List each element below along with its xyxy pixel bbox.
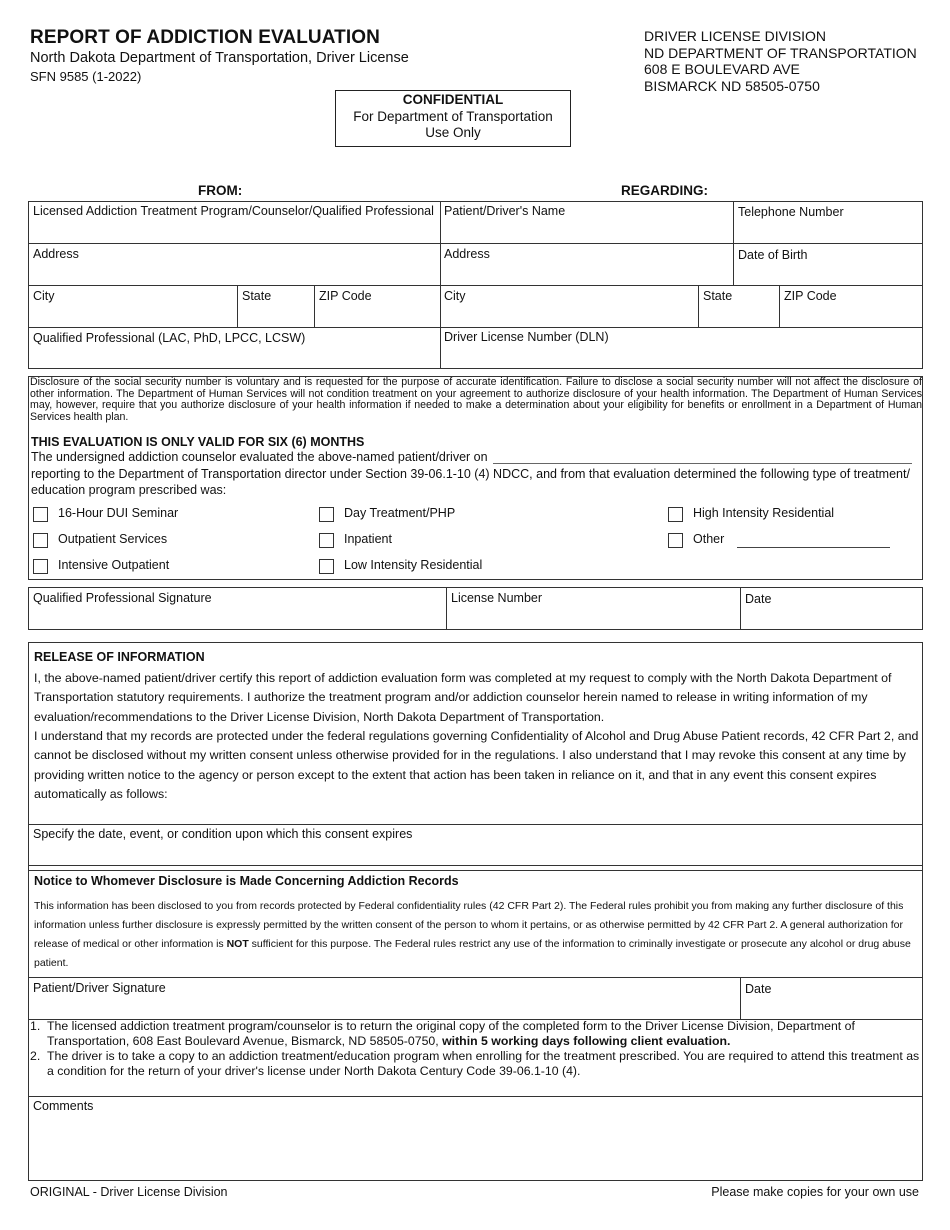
checkbox-label: Low Intensity Residential [344,558,483,572]
mailing-address [644,28,917,94]
dln-field[interactable]: Driver License Number (DLN) [444,330,609,344]
reporting-text: reporting to the Department of Transportation director under Section 39-06.1-10 (4) NDCC, and from that evaluation determined the following type of treatment/ education program prescribed was: [31,467,910,497]
release-heading: RELEASE OF INFORMATION [34,650,205,664]
divider [779,285,780,327]
divider [440,201,441,369]
divider [28,285,923,286]
intensive-outpatient-checkbox[interactable] [33,559,48,574]
checkbox-label: High Intensity Residential [693,506,835,520]
release-paragraph: I, the above-named patient/driver certify this report of addiction evaluation form was completed at my request to comply with the North Dakota Department of Transportation statutory requirements. I authorize the treatment program and/or addiction counselor herein named to release in writing information of my evaluation/recommendations to the Driver License Division, North Dakota Department of Transportation. [34,671,892,724]
other-checkbox[interactable] [668,533,683,548]
evaluated-text: The undersigned addiction counselor evaluated the above-named patient/driver on [31,450,488,464]
comments-field[interactable]: Comments [33,1099,94,1113]
divider [740,587,741,630]
dui-seminar-checkbox[interactable] [33,507,48,522]
low-intensity-residential-checkbox[interactable] [319,559,334,574]
instructions-list [30,1019,922,1079]
agency-name: North Dakota Department of Transportation, Driver License [30,50,409,66]
evaluation-date-line[interactable] [493,463,912,464]
patient-city-field[interactable]: City [444,289,466,303]
patient-zip-field[interactable]: ZIP Code [784,289,837,303]
confidential-box [335,90,571,147]
qp-date-field[interactable]: Date [745,592,772,606]
ssn-disclosure-text: Disclosure of the social security number is voluntary and is requested for the purpose of accurate identification. Failure to disclose a social security number will not affect the disclosure of other information. The Department of Human Services will not condition treatment on your agreement to authorize disclosure of your health information. The Department of Human Services may, however, require that you authorize disclosure of your health information if needed to make a determination about your eligibility for benefits or enrollment in a Department of Human Services health plan. [30,376,922,423]
checkbox-label: 16-Hour DUI Seminar [58,506,179,520]
patient-state-field[interactable]: State [703,289,733,303]
address-line: DRIVER LICENSE DIVISION [644,28,827,44]
regarding-heading: REGARDING: [621,183,708,198]
inpatient-checkbox[interactable] [319,533,334,548]
other-specify-line[interactable] [737,547,890,548]
from-heading: FROM: [198,183,243,198]
confidential-line: Use Only [425,125,481,140]
valid-notice: THIS EVALUATION IS ONLY VALID FOR SIX (6) MONTHS [31,435,365,449]
from-state-field[interactable]: State [242,289,272,303]
checkbox-label: Outpatient Services [58,532,168,546]
patient-signature-field[interactable]: Patient/Driver Signature [33,981,166,995]
from-zip-field[interactable]: ZIP Code [319,289,372,303]
divider [28,243,923,244]
divider [733,201,734,285]
date-of-birth-field[interactable]: Date of Birth [738,248,808,262]
checkbox-label: Inpatient [344,532,392,546]
divider [237,285,238,327]
confidential-line: For Department of Transportation [353,108,553,124]
divider [28,977,923,978]
address-line: ND DEPARTMENT OF TRANSPORTATION [644,44,917,61]
form-number: SFN 9585 (1-2022) [30,69,142,84]
patient-date-field[interactable]: Date [745,982,772,996]
divider [740,977,741,1019]
from-address-field[interactable]: Address [33,247,79,261]
divider [446,587,447,630]
high-intensity-residential-checkbox[interactable] [668,507,683,522]
from-city-field[interactable]: City [33,289,55,303]
divider [28,1096,923,1097]
day-treatment-checkbox[interactable] [319,507,334,522]
divider [28,327,923,328]
footer-right: Please make copies for your own use [711,1185,919,1199]
instruction-item: 2. The driver is to take a copy to an addiction treatment/education program when enrolling for the treatment prescribed. You are required to attend this treatment as a condition for the return of your driver's license under North Dakota Century Code 39-06.1-10 (4). [30,1049,920,1078]
divider [28,865,923,866]
divider [698,285,699,327]
qp-signature-field[interactable]: Qualified Professional Signature [33,591,212,605]
checkbox-label: Day Treatment/PHP [344,506,456,520]
release-paragraph: I understand that my records are protected under the federal regulations governing Confidentiality of Alcohol and Drug Abuse Patient records, 42 CFR Part 2, and cannot be disclosed without my written consent unless otherwise provided for in the regulations. I also understand that I may revoke this consent at any time by providing written notice to the agency or person except to the extent that action has been taken in reliance on it, and that in any event this consent expires automatically as follows: [34,729,919,801]
license-number-field[interactable]: License Number [451,591,543,605]
patient-address-field[interactable]: Address [444,247,490,261]
outpatient-checkbox[interactable] [33,533,48,548]
footer-left: ORIGINAL - Driver License Division [30,1185,228,1199]
qualified-professional-field[interactable]: Qualified Professional (LAC, PhD, LPCC, LCSW) [33,331,306,345]
divider [28,870,923,871]
divider [28,824,923,825]
form-title: REPORT OF ADDICTION EVALUATION [30,27,380,48]
telephone-field[interactable]: Telephone Number [738,205,844,219]
checkbox-label: Other [693,532,725,546]
instruction-item: 1. The licensed addiction treatment program/counselor is to return the original copy of the completed form to the Driver License Division, Department of Transportation, 608 East Boulevard Avenue, Bismarck, ND 58505-0750, within 5 working days following client evaluation. [30,1019,855,1048]
checkbox-label: Intensive Outpatient [58,558,170,572]
program-field[interactable]: Licensed Addiction Treatment Program/Counselor/Qualified Professional [33,204,434,218]
divider [314,285,315,327]
notice-text: This information has been disclosed to you from records protected by Federal confidentiality rules (42 CFR Part 2). The Federal rules prohibit you from making any further disclosure of this information unless further disclosure is expressly permitted by the written consent of the person to whom it pertains, or as otherwise permitted by 42 CFR Part 2. A general authorization for release of medical or other information is NOT sufficient for this purpose. The Federal rules restrict any use of the information to criminally investigate or prosecute any alcohol or drug abuse patient. [34,900,911,969]
patient-name-field[interactable]: Patient/Driver's Name [444,204,566,218]
address-line: BISMARCK ND 58505-0750 [644,77,820,94]
notice-heading: Notice to Whomever Disclosure is Made Concerning Addiction Records [34,874,459,888]
confidential-title: CONFIDENTIAL [402,92,504,107]
consent-expires-field[interactable]: Specify the date, event, or condition upon which this consent expires [33,827,413,841]
address-line: 608 E BOULEVARD AVE [644,61,800,78]
